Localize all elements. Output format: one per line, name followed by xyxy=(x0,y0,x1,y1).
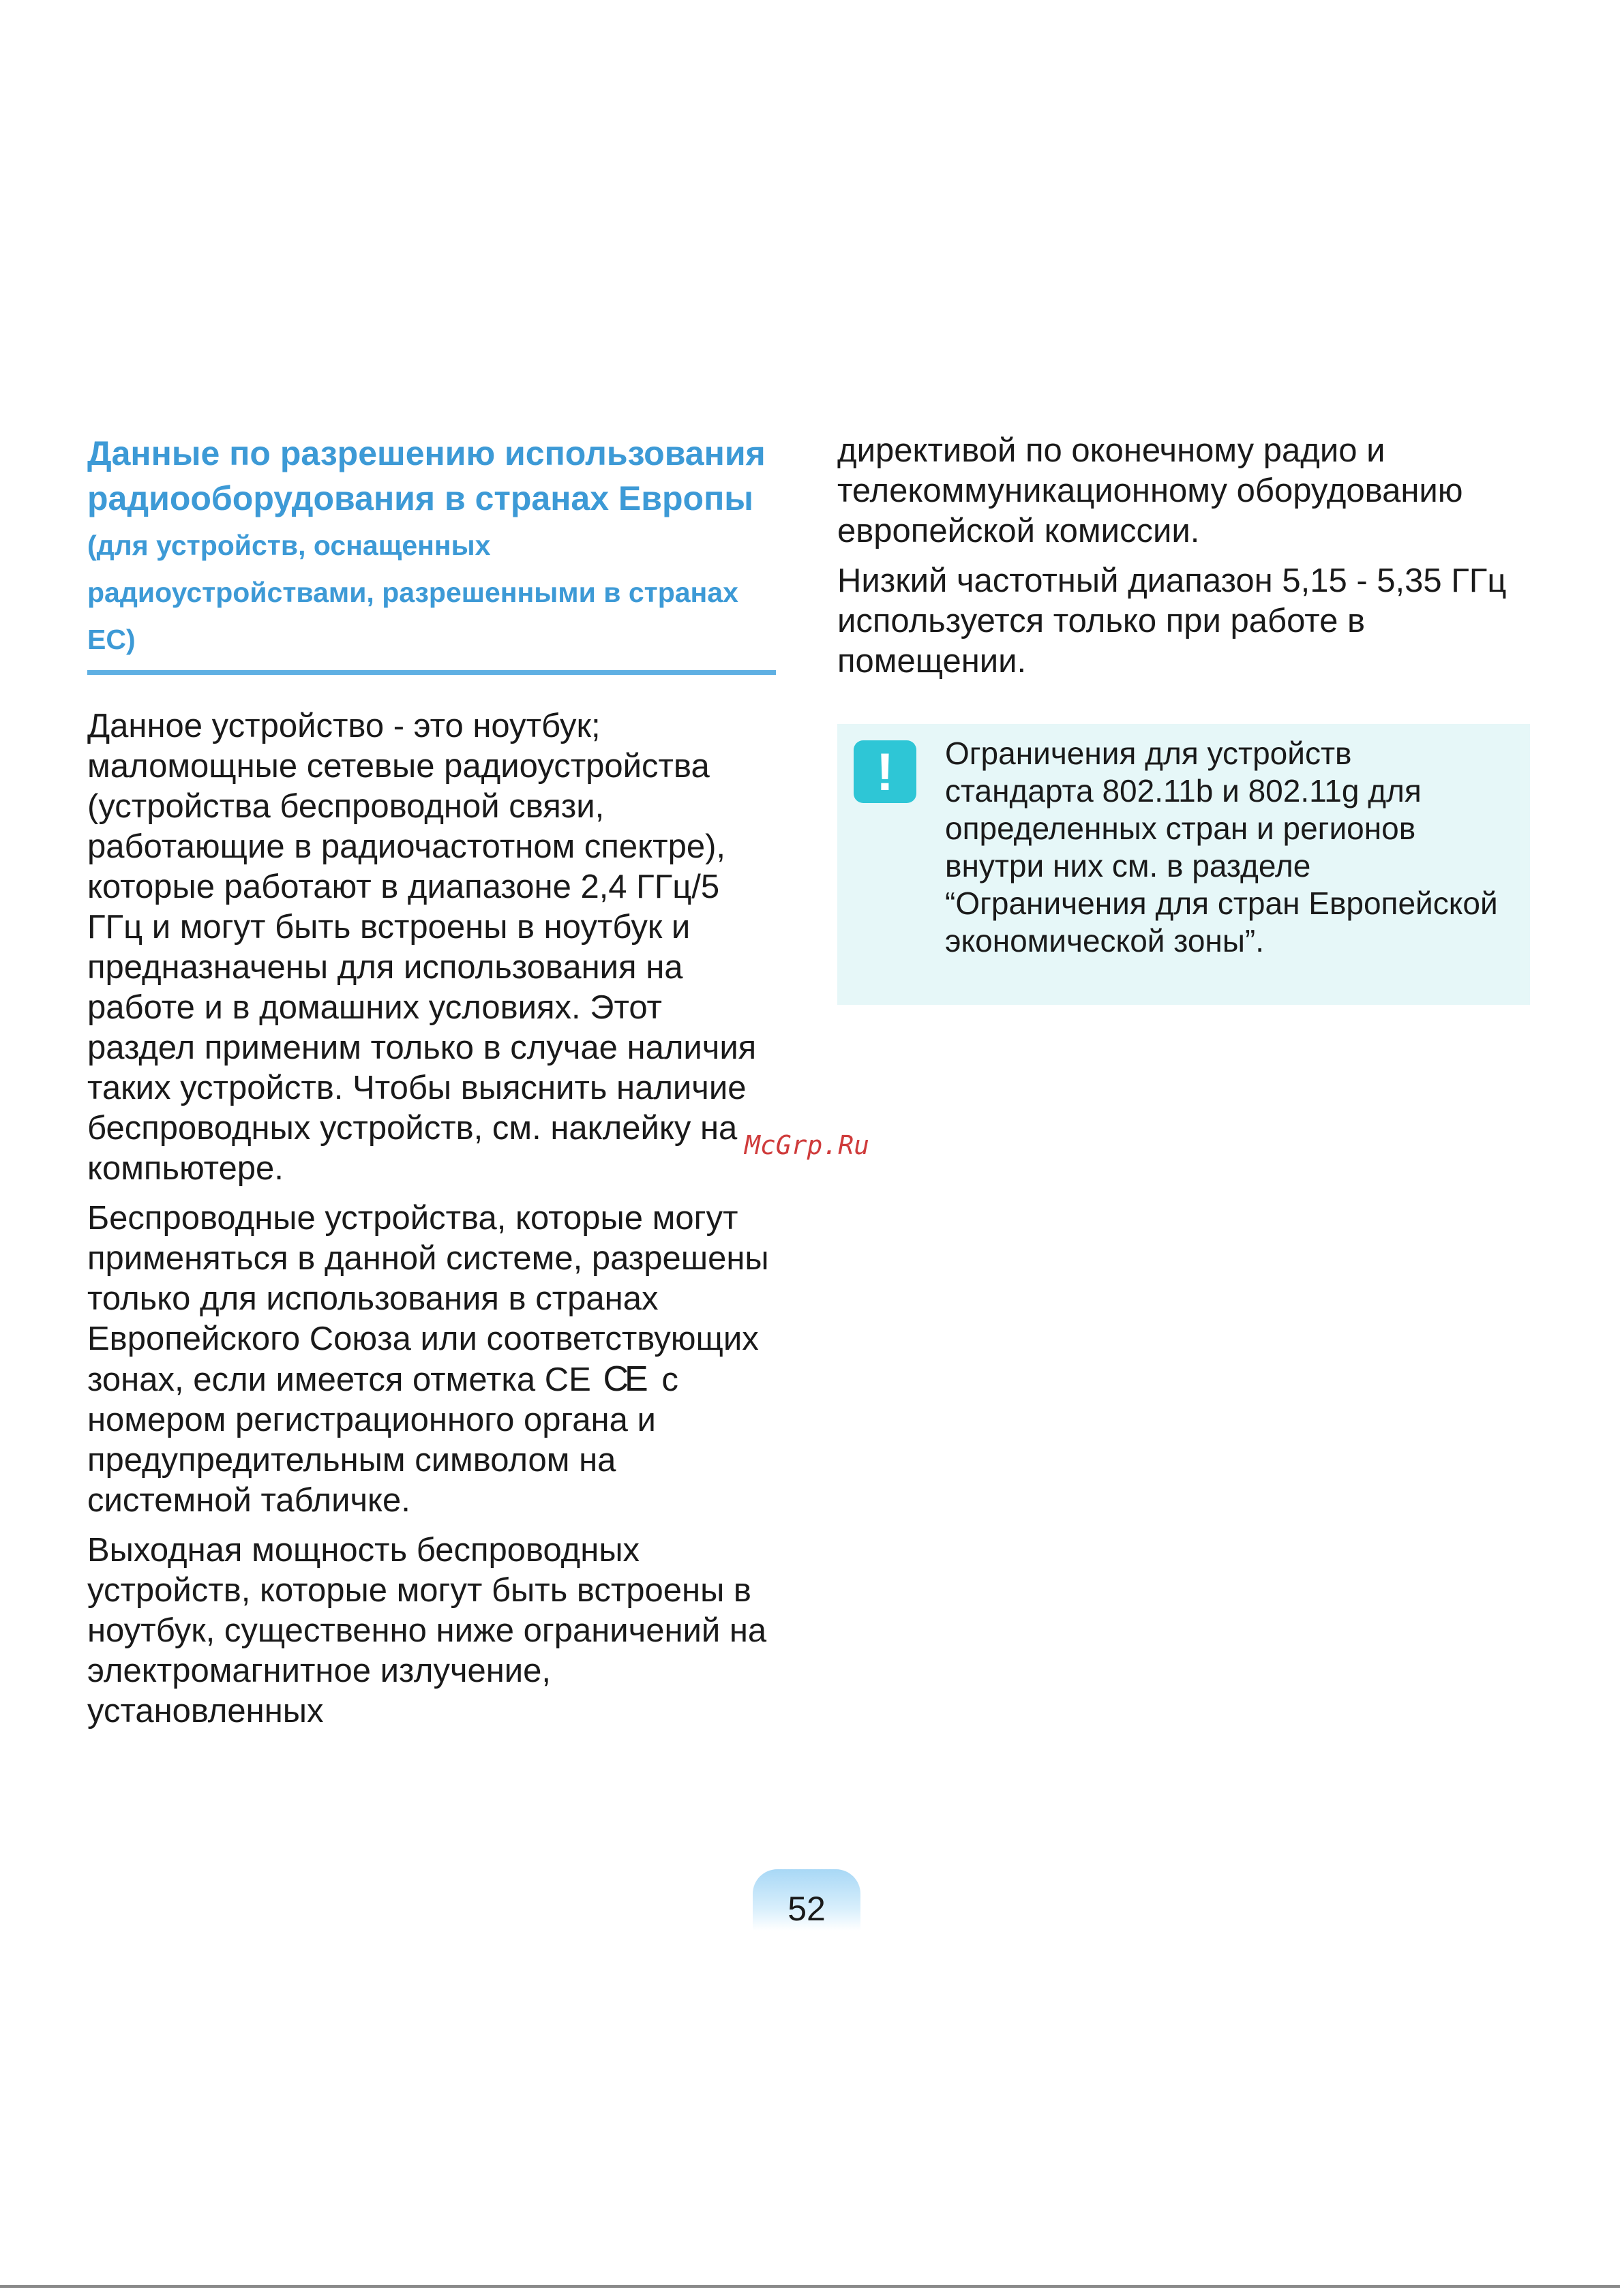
page-number: 52 xyxy=(753,1869,860,1931)
section-heading-sub: (для устройств, оснащенных радиоустройствами, разрешенными в странах ЕС) xyxy=(87,530,738,655)
left-column xyxy=(87,431,776,1741)
paragraph-frequency-range: Низкий частотный диапазон 5,15 - 5,35 ГГц используется только при работе в помещении. xyxy=(837,562,1507,680)
watermark: McGrp.Ru xyxy=(745,1130,870,1160)
paragraph-device-description: Данное устройство - это ноутбук; маломощные сетевые радиоустройства (устройства беспроводной связи, работающие в радиочастотном спектре), которые работают в диапазоне 2,4 ГГц/5 ГГц и могут быть встроены в ноутбук и предназначены для использования на работе и в домашних условиях. Этот раздел применим только в случае наличия таких устройств. Чтобы выяснить наличие беспроводных устройств, см. наклейку на компьютере. xyxy=(87,708,757,1187)
notice-box xyxy=(837,724,1530,1005)
section-heading-main: Данные по разрешению использования радиооборудования в странах Европы xyxy=(87,434,766,517)
paragraph-eu-usage xyxy=(87,1198,776,1521)
paragraph-eu-usage-end: с номером регистрационного органа и предупредительным символом на системной табличке. xyxy=(87,1361,678,1519)
paragraph-eu-usage-start: Беспроводные устройства, которые могут применяться в данной системе, разрешены только для использования в странах Европейского Союза или соответствующих зонах, если имеется отметка CE xyxy=(87,1200,769,1398)
exclamation-icon: ! xyxy=(854,740,916,803)
paragraph-output-power: Выходная мощность беспроводных устройств, которые могут быть встроены в ноутбук, существенно ниже ограничений на электромагнитное излучение, установленных xyxy=(87,1532,767,1729)
section-heading xyxy=(87,431,776,675)
notice-text: Ограничения для устройств стандарта 802.11b и 802.11g для определенных стран и регионов внутри них см. в разделе “Ограничения для стран Европейской экономической зоны”. xyxy=(945,736,1498,958)
bottom-divider xyxy=(0,2285,1620,2288)
right-column xyxy=(837,431,1533,1005)
paragraph-directive: директивой по оконечному радио и телекоммуникационному оборудованию европейской комиссии. xyxy=(837,432,1463,549)
ce-mark-icon: CE xyxy=(603,1359,644,1399)
